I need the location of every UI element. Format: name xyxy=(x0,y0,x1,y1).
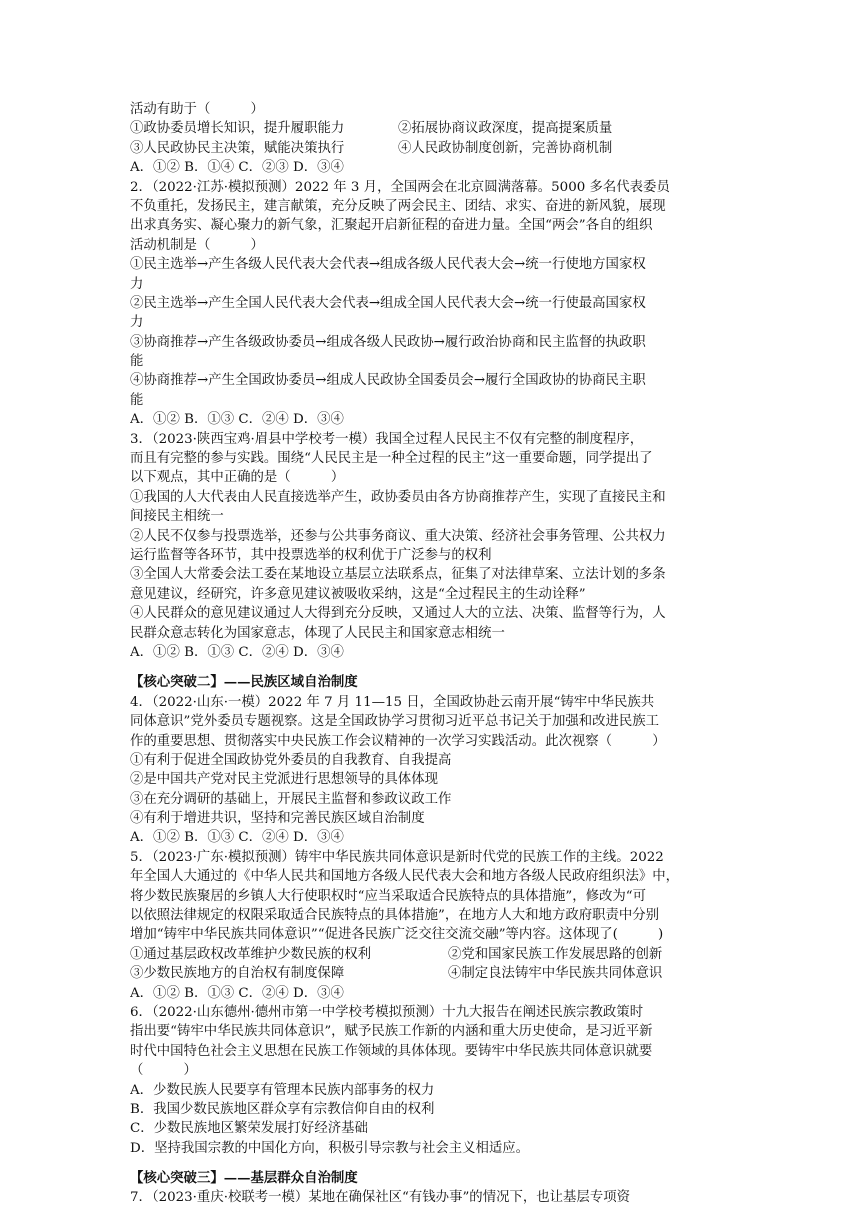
question-line: 以依照法律规定的权限采取适合民族特点的具体措施”，在地方人大和地方政府职责中分别 xyxy=(130,908,660,924)
option-line: ③全国人大常委会法工委在某地设立基层立法联系点，征集了对法律草案、立法计划的多条 xyxy=(130,567,666,583)
answer-choices: A．①② B．①③ C．②④ D．③④ xyxy=(130,985,344,1001)
option-line: ②民主选举→产生全国人民代表大会代表→组成全国人民代表大会→统一行使最高国家权 xyxy=(130,295,646,311)
option-line: ③在充分调研的基础上，开展民主监督和参政议政工作 xyxy=(130,791,452,807)
question-line: 同体意识”党外委员专题视察。这是全国政协学习贯彻习近平总书记关于加强和改进民族工 xyxy=(130,714,660,730)
question-line: 活动机制是（ ） xyxy=(130,237,264,253)
question-3 xyxy=(130,430,740,663)
option: ③少数民族地方的自治权有制度保障 xyxy=(130,966,345,982)
option-line: A．少数民族人民要享有管理本民族内部事务的权力 xyxy=(130,1082,435,1098)
option-line: 力 xyxy=(130,276,144,292)
option-row xyxy=(130,964,740,983)
question-line: 3．（2023·陕西宝鸡·眉县中学校考一模）我国全过程人民民主不仅有完整的制度程序， xyxy=(130,431,644,447)
question-stem: 活动有助于（ ） xyxy=(130,102,264,117)
question-line: 5．（2023·广东·模拟预测）铸牢中华民族共同体意识是新时代党的民族工作的主线。2022 xyxy=(130,849,664,865)
question-line: 出求真务实、凝心聚力的新气象，汇聚起开启新征程的奋进力量。全国“两会”各自的组织 xyxy=(130,218,653,234)
question-2 xyxy=(130,178,740,430)
option-line: ④协商推荐→产生全国政协委员→组成人民政协全国委员会→履行全国政协的协商民主职 xyxy=(130,373,646,389)
option: ③人民政协民主决策，赋能决策执行 xyxy=(130,140,345,156)
option-line: 意见建议，经研究，许多意见建议被吸收采纳，这是“全过程民主的生动诠释” xyxy=(130,586,586,602)
question-line: 而且有完整的参与实践。围绕“人民民主是一种全过程的民主”这一重要命题，同学提出了 xyxy=(130,451,653,467)
question-1 xyxy=(130,100,740,178)
option-row xyxy=(130,139,740,158)
answer-choices: A．①② B．①③ C．②④ D．③④ xyxy=(130,412,344,428)
option-line: ③协商推荐→产生各级政协委员→组成各级人民政协→履行政治协商和民主监督的执政职 xyxy=(130,334,646,350)
option-line: ②人民不仅参与投票选举，还参与公共事务商议、重大决策、经济社会事务管理、公共权力 xyxy=(130,528,666,544)
document-page xyxy=(130,100,740,1208)
option-line: 民群众意志转化为国家意志，体现了人民民主和国家意志相统一 xyxy=(130,625,505,641)
section-heading: 【核心突破二】——民族区域自治制度 xyxy=(130,674,358,691)
option-line: 间接民主相统一 xyxy=(130,509,224,525)
option: ①通过基层政权改革维护少数民族的权利 xyxy=(130,946,372,962)
question-5 xyxy=(130,848,740,1003)
option: ②党和国家民族工作发展思路的创新 xyxy=(448,946,663,962)
question-line: 将少数民族聚居的乡镇人大行使职权时“应当采取适合民族特点的具体措施”，修改为“可 xyxy=(130,888,646,904)
option: ④制定良法铸牢中华民族共同体意识 xyxy=(448,966,663,982)
option-line: B．我国少数民族地区群众享有宗教信仰自由的权利 xyxy=(130,1101,435,1117)
question-7 xyxy=(130,1188,740,1207)
option-line: 能 xyxy=(130,354,144,370)
option-line: D．坚持我国宗教的中国化方向，积极引导宗教与社会主义相适应。 xyxy=(130,1140,530,1156)
option: ④人民政协制度创新，完善协商机制 xyxy=(398,140,613,156)
option-line: ①有利于促进全国政协党外委员的自我教育、自我提高 xyxy=(130,752,452,768)
question-line: 增加“铸牢中华民族共同体意识”“促进各民族广泛交往交流交融”等内容。这体现了( ) xyxy=(130,927,664,943)
option-line: ④人民群众的意见建议通过人大得到充分反映，又通过人大的立法、决策、监督等行为，人 xyxy=(130,606,666,622)
question-line: 年全国人大通过的《中华人民共和国地方各级人民代表大会和地方各级人民政府组织法》中， xyxy=(130,869,680,885)
option-line: ④有利于增进共识，坚持和完善民族区域自治制度 xyxy=(130,811,425,827)
question-line: 6．（2022·山东德州·德州市第一中学校考模拟预测）十九大报告在阐述民族宗教政策时 xyxy=(130,1004,644,1020)
question-line: 4．（2022·山东·一模）2022 年 7 月 11—15 日，全国政协赴云南开展“铸牢中华民族共 xyxy=(130,694,655,710)
option-line: 能 xyxy=(130,392,144,408)
section-heading: 【核心突破三】——基层群众自治制度 xyxy=(130,1170,358,1187)
answer-choices: A．①② B．①③ C．②④ D．③④ xyxy=(130,830,344,846)
option-line: ②是中国共产党对民主党派进行思想领导的具体体现 xyxy=(130,772,438,788)
question-4 xyxy=(130,693,740,848)
question-line: 7．（2023·重庆·校联考一模）某地在确保社区“有钱办事”的情况下，也让基层专项资 xyxy=(130,1190,630,1206)
option-line: 运行监督等各环节，其中投票选举的权利优于广泛参与的权利 xyxy=(130,547,492,563)
answer-choices: A．①② B．①③ C．②④ D．③④ xyxy=(130,644,344,660)
question-line: 指出要“铸牢中华民族共同体意识”，赋予民族工作新的内涵和重大历史使命，是习近平新 xyxy=(130,1024,653,1040)
option-line: ①我国的人大代表由人民直接选举产生，政协委员由各方协商推荐产生，实现了直接民主和 xyxy=(130,489,666,505)
question-line: 时代中国特色社会主义思想在民族工作领域的具体体现。要铸牢中华民族共同体意识就要 xyxy=(130,1043,653,1059)
question-6 xyxy=(130,1003,740,1158)
option-row xyxy=(130,945,740,964)
option: ①政协委员增长知识，提升履职能力 xyxy=(130,121,345,137)
question-line: 以下观点，其中正确的是（ ） xyxy=(130,470,345,486)
option-line: ①民主选举→产生各级人民代表大会代表→组成各级人民代表大会→统一行使地方国家权 xyxy=(130,257,646,273)
question-line: 2．（2022·江苏·模拟预测）2022 年 3 月，全国两会在北京圆满落幕。5000 多名代表委员 xyxy=(130,179,670,195)
question-line: （ ） xyxy=(130,1063,197,1079)
option-line: C．少数民族地区繁荣发展打好经济基础 xyxy=(130,1121,368,1137)
question-line: 作的重要思想、贯彻落实中央民族工作会议精神的一次学习实践活动。此次视察（ ） xyxy=(130,733,666,749)
answer-choices: A．①② B．①④ C．②③ D．③④ xyxy=(130,160,344,176)
option-line: 力 xyxy=(130,315,144,331)
option: ②拓展协商议政深度，提高提案质量 xyxy=(398,121,613,137)
option-row xyxy=(130,119,740,138)
question-line: 不负重托，发扬民主，建言献策，充分反映了两会民主、团结、求实、奋进的新风貌，展现 xyxy=(130,198,666,214)
